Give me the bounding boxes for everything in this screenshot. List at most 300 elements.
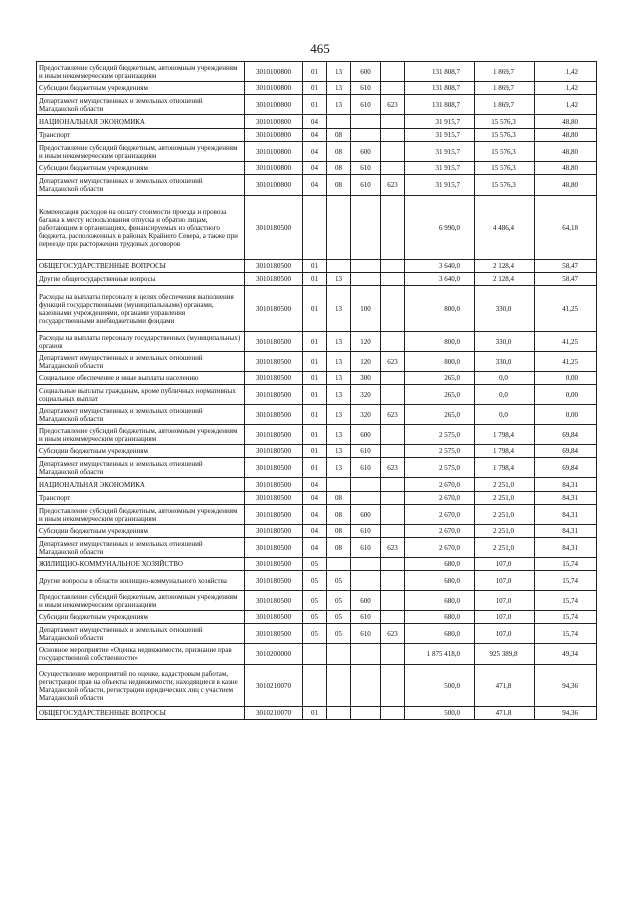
row-section: 01	[303, 405, 327, 425]
row-code: 3010180500	[245, 425, 303, 445]
row-fact: 2 251,0	[475, 478, 535, 492]
row-subsection: 13	[327, 405, 351, 425]
row-expense-type: 600	[351, 142, 381, 162]
row-section: 04	[303, 142, 327, 162]
row-section: 05	[303, 558, 327, 571]
row-fact: 15 576,3	[475, 162, 535, 175]
row-expense-type: 120	[351, 332, 381, 352]
row-percent: 69,84	[535, 425, 597, 445]
table-row	[37, 644, 597, 665]
row-name: Основное мероприятие «Оценка недвижимости, признание прав государственной собственности»	[37, 644, 245, 665]
row-section: 05	[303, 591, 327, 611]
row-expense-type	[351, 273, 381, 286]
row-section: 01	[303, 707, 327, 720]
table-row	[37, 372, 597, 385]
row-code: 3010180500	[245, 611, 303, 624]
row-plan: 2 670,0	[405, 525, 475, 538]
row-plan: 680,0	[405, 591, 475, 611]
row-plan: 800,0	[405, 352, 475, 372]
row-code: 3010180500	[245, 571, 303, 591]
row-percent: 15,74	[535, 558, 597, 571]
row-subsection: 13	[327, 352, 351, 372]
row-plan: 680,0	[405, 624, 475, 644]
row-plan: 1 875 418,0	[405, 644, 475, 665]
row-code: 3010100800	[245, 142, 303, 162]
row-plan: 2 575,0	[405, 425, 475, 445]
row-section: 05	[303, 624, 327, 644]
row-plan: 31 915,7	[405, 115, 475, 129]
row-fact: 1 869,7	[475, 95, 535, 115]
row-admin-code	[381, 82, 405, 95]
table-row	[37, 624, 597, 644]
row-fact: 471,8	[475, 665, 535, 707]
row-plan: 800,0	[405, 332, 475, 352]
row-percent: 0,00	[535, 385, 597, 405]
row-code: 3010180500	[245, 286, 303, 332]
row-expense-type: 610	[351, 162, 381, 175]
row-plan: 265,0	[405, 372, 475, 385]
table-row	[37, 538, 597, 558]
row-name: Субсидии бюджетным учреждениям	[37, 611, 245, 624]
row-admin-code: 623	[381, 538, 405, 558]
row-admin-code	[381, 558, 405, 571]
row-code: 3010100800	[245, 129, 303, 142]
row-percent: 48,80	[535, 162, 597, 175]
row-fact: 1 798,4	[475, 445, 535, 458]
row-subsection: 13	[327, 332, 351, 352]
row-plan: 680,0	[405, 571, 475, 591]
row-percent: 84,31	[535, 478, 597, 492]
table-row	[37, 591, 597, 611]
row-admin-code	[381, 115, 405, 129]
row-plan: 31 915,7	[405, 142, 475, 162]
row-code: 3010180500	[245, 558, 303, 571]
row-admin-code	[381, 611, 405, 624]
row-subsection: 13	[327, 385, 351, 405]
row-subsection	[327, 260, 351, 273]
row-section: 04	[303, 129, 327, 142]
table-row	[37, 505, 597, 525]
row-code: 3010180500	[245, 405, 303, 425]
row-name: Предоставление субсидий бюджетным, автономным учреждениям и иным некоммерческим организациям	[37, 142, 245, 162]
row-fact: 2 128,4	[475, 260, 535, 273]
row-section: 01	[303, 458, 327, 478]
row-name: ОБЩЕГОСУДАРСТВЕННЫЕ ВОПРОСЫ	[37, 260, 245, 273]
row-percent: 1,42	[535, 82, 597, 95]
row-fact: 471,8	[475, 707, 535, 720]
row-admin-code	[381, 62, 405, 82]
row-section: 04	[303, 492, 327, 505]
row-plan: 31 915,7	[405, 175, 475, 196]
row-admin-code	[381, 445, 405, 458]
row-subsection	[327, 478, 351, 492]
table-row	[37, 478, 597, 492]
row-name: ОБЩЕГОСУДАРСТВЕННЫЕ ВОПРОСЫ	[37, 707, 245, 720]
row-code: 3010180500	[245, 372, 303, 385]
row-admin-code	[381, 505, 405, 525]
row-code: 3010180500	[245, 458, 303, 478]
row-fact: 0,0	[475, 372, 535, 385]
row-code: 3010180500	[245, 492, 303, 505]
row-section: 05	[303, 571, 327, 591]
row-code: 3010100800	[245, 162, 303, 175]
table-row	[37, 665, 597, 707]
row-section	[303, 665, 327, 707]
row-expense-type: 610	[351, 95, 381, 115]
row-admin-code	[381, 644, 405, 665]
row-name: Социальное обеспечение и иные выплаты населению	[37, 372, 245, 385]
row-plan: 500,0	[405, 665, 475, 707]
row-fact: 330,0	[475, 286, 535, 332]
row-percent: 15,74	[535, 624, 597, 644]
row-fact: 1 798,4	[475, 425, 535, 445]
row-plan: 131 808,7	[405, 62, 475, 82]
row-percent: 69,84	[535, 458, 597, 478]
row-fact: 107,0	[475, 571, 535, 591]
row-subsection: 13	[327, 273, 351, 286]
row-subsection: 13	[327, 445, 351, 458]
row-admin-code	[381, 162, 405, 175]
row-subsection: 13	[327, 286, 351, 332]
row-name: Другие общегосударственные вопросы	[37, 273, 245, 286]
row-subsection: 08	[327, 129, 351, 142]
row-plan: 265,0	[405, 385, 475, 405]
row-plan: 2 670,0	[405, 478, 475, 492]
row-section: 04	[303, 478, 327, 492]
row-admin-code	[381, 707, 405, 720]
row-plan: 3 640,0	[405, 273, 475, 286]
row-section: 01	[303, 372, 327, 385]
row-fact: 15 576,3	[475, 175, 535, 196]
row-code: 3010200000	[245, 644, 303, 665]
row-percent: 48,80	[535, 115, 597, 129]
row-code: 3010180500	[245, 445, 303, 458]
row-subsection	[327, 665, 351, 707]
row-percent: 84,31	[535, 538, 597, 558]
row-expense-type: 300	[351, 372, 381, 385]
row-subsection: 05	[327, 624, 351, 644]
row-admin-code	[381, 273, 405, 286]
table-row	[37, 445, 597, 458]
row-subsection: 13	[327, 372, 351, 385]
row-subsection	[327, 558, 351, 571]
table-row	[37, 458, 597, 478]
row-code: 3010180500	[245, 591, 303, 611]
row-admin-code	[381, 665, 405, 707]
row-fact: 1 869,7	[475, 82, 535, 95]
row-subsection: 05	[327, 571, 351, 591]
row-admin-code	[381, 425, 405, 445]
row-name: Субсидии бюджетным учреждениям	[37, 445, 245, 458]
row-plan: 6 990,0	[405, 196, 475, 260]
row-expense-type: 610	[351, 445, 381, 458]
row-fact: 2 251,0	[475, 505, 535, 525]
row-section: 01	[303, 352, 327, 372]
row-name: Транспорт	[37, 129, 245, 142]
row-name: Департамент имущественных и земельных отношений Магаданской области	[37, 175, 245, 196]
row-expense-type	[351, 492, 381, 505]
row-subsection: 13	[327, 95, 351, 115]
row-subsection: 08	[327, 492, 351, 505]
row-admin-code: 623	[381, 624, 405, 644]
row-expense-type: 600	[351, 425, 381, 445]
row-section: 04	[303, 162, 327, 175]
row-percent: 58,47	[535, 273, 597, 286]
row-expense-type	[351, 129, 381, 142]
row-plan: 31 915,7	[405, 129, 475, 142]
row-fact: 925 389,8	[475, 644, 535, 665]
row-section	[303, 644, 327, 665]
row-section: 04	[303, 505, 327, 525]
row-fact: 2 128,4	[475, 273, 535, 286]
row-plan: 680,0	[405, 558, 475, 571]
row-plan: 2 575,0	[405, 445, 475, 458]
row-fact: 1 798,4	[475, 458, 535, 478]
row-name: Департамент имущественных и земельных отношений Магаданской области	[37, 352, 245, 372]
row-name: НАЦИОНАЛЬНАЯ ЭКОНОМИКА	[37, 478, 245, 492]
row-code: 3010180500	[245, 478, 303, 492]
page-number: 465	[310, 41, 330, 56]
row-expense-type	[351, 644, 381, 665]
row-expense-type	[351, 558, 381, 571]
row-admin-code: 623	[381, 175, 405, 196]
row-section: 05	[303, 611, 327, 624]
row-name: Департамент имущественных и земельных отношений Магаданской области	[37, 538, 245, 558]
row-expense-type: 600	[351, 505, 381, 525]
row-subsection: 08	[327, 525, 351, 538]
row-code: 3010100800	[245, 82, 303, 95]
table-row	[37, 707, 597, 720]
row-percent: 84,31	[535, 525, 597, 538]
row-admin-code	[381, 286, 405, 332]
row-percent: 94,36	[535, 665, 597, 707]
row-code: 3010100800	[245, 95, 303, 115]
row-expense-type	[351, 707, 381, 720]
row-percent: 0,00	[535, 405, 597, 425]
row-fact: 107,0	[475, 624, 535, 644]
table-row	[37, 525, 597, 538]
row-name: Другие вопросы в области жилищно-коммунального хозяйства	[37, 571, 245, 591]
row-expense-type: 600	[351, 591, 381, 611]
row-section: 01	[303, 82, 327, 95]
row-expense-type	[351, 196, 381, 260]
row-code: 3010180500	[245, 332, 303, 352]
row-name: Департамент имущественных и земельных отношений Магаданской области	[37, 95, 245, 115]
row-name: Департамент имущественных и земельных отношений Магаданской области	[37, 458, 245, 478]
row-percent: 48,80	[535, 175, 597, 196]
table-row	[37, 260, 597, 273]
row-section: 04	[303, 538, 327, 558]
table-row	[37, 115, 597, 129]
row-expense-type: 610	[351, 525, 381, 538]
table-row	[37, 95, 597, 115]
table-row	[37, 162, 597, 175]
row-admin-code	[381, 332, 405, 352]
row-subsection: 13	[327, 62, 351, 82]
row-subsection: 13	[327, 82, 351, 95]
row-fact: 15 576,3	[475, 115, 535, 129]
row-section: 01	[303, 62, 327, 82]
row-section: 01	[303, 286, 327, 332]
row-fact: 2 251,0	[475, 492, 535, 505]
row-code: 3010210070	[245, 665, 303, 707]
row-code: 3010210070	[245, 707, 303, 720]
row-percent: 84,31	[535, 492, 597, 505]
row-admin-code	[381, 478, 405, 492]
row-percent: 48,80	[535, 129, 597, 142]
row-subsection: 08	[327, 538, 351, 558]
row-admin-code: 623	[381, 95, 405, 115]
row-name: Социальные выплаты гражданам, кроме публичных нормативных социальных выплат	[37, 385, 245, 405]
row-name: Субсидии бюджетным учреждениям	[37, 525, 245, 538]
row-name: НАЦИОНАЛЬНАЯ ЭКОНОМИКА	[37, 115, 245, 129]
row-plan: 2 670,0	[405, 538, 475, 558]
row-plan: 265,0	[405, 405, 475, 425]
row-percent: 0,00	[535, 372, 597, 385]
row-fact: 15 576,3	[475, 129, 535, 142]
row-subsection: 13	[327, 458, 351, 478]
row-expense-type	[351, 115, 381, 129]
row-section: 01	[303, 332, 327, 352]
row-name: Департамент имущественных и земельных отношений Магаданской области	[37, 405, 245, 425]
table-row	[37, 332, 597, 352]
row-expense-type: 120	[351, 352, 381, 372]
row-section: 01	[303, 273, 327, 286]
row-expense-type	[351, 571, 381, 591]
row-code: 3010100800	[245, 62, 303, 82]
row-plan: 2 670,0	[405, 492, 475, 505]
row-subsection: 08	[327, 175, 351, 196]
row-fact: 15 576,3	[475, 142, 535, 162]
row-percent: 41,25	[535, 352, 597, 372]
row-name: Предоставление субсидий бюджетным, автономным учреждениям и иным некоммерческим организациям	[37, 591, 245, 611]
row-plan: 131 808,7	[405, 82, 475, 95]
row-subsection	[327, 707, 351, 720]
row-percent: 94,36	[535, 707, 597, 720]
row-code: 3010180500	[245, 538, 303, 558]
row-admin-code	[381, 591, 405, 611]
row-fact: 107,0	[475, 611, 535, 624]
row-fact: 330,0	[475, 332, 535, 352]
row-admin-code	[381, 492, 405, 505]
row-expense-type: 320	[351, 405, 381, 425]
table-row	[37, 611, 597, 624]
row-expense-type: 610	[351, 458, 381, 478]
row-percent: 41,25	[535, 332, 597, 352]
row-fact: 107,0	[475, 558, 535, 571]
table-row	[37, 286, 597, 332]
row-expense-type: 320	[351, 385, 381, 405]
row-percent: 1,42	[535, 95, 597, 115]
row-code: 3010180500	[245, 273, 303, 286]
row-expense-type: 610	[351, 624, 381, 644]
row-expense-type	[351, 665, 381, 707]
row-section: 04	[303, 175, 327, 196]
table-row	[37, 273, 597, 286]
row-code: 3010180500	[245, 525, 303, 538]
row-section: 01	[303, 95, 327, 115]
row-code: 3010180500	[245, 624, 303, 644]
table-row	[37, 142, 597, 162]
row-name: Предоставление субсидий бюджетным, автономным учреждениям и иным некоммерческим организациям	[37, 62, 245, 82]
table-row	[37, 175, 597, 196]
row-name: Предоставление субсидий бюджетным, автономным учреждениям и иным некоммерческим организациям	[37, 505, 245, 525]
row-percent: 64,18	[535, 196, 597, 260]
row-name: Расходы на выплаты персоналу государственных (муниципальных) органов	[37, 332, 245, 352]
row-fact: 330,0	[475, 352, 535, 372]
row-admin-code	[381, 525, 405, 538]
row-plan: 2 575,0	[405, 458, 475, 478]
table-row	[37, 558, 597, 571]
row-percent: 41,25	[535, 286, 597, 332]
row-fact: 2 251,0	[475, 538, 535, 558]
row-percent: 69,84	[535, 445, 597, 458]
row-subsection: 08	[327, 505, 351, 525]
row-expense-type: 610	[351, 82, 381, 95]
row-subsection: 08	[327, 142, 351, 162]
row-fact: 4 486,4	[475, 196, 535, 260]
table-row	[37, 385, 597, 405]
row-section: 01	[303, 260, 327, 273]
table-row	[37, 492, 597, 505]
row-subsection: 08	[327, 162, 351, 175]
row-name: Транспорт	[37, 492, 245, 505]
row-percent: 15,74	[535, 611, 597, 624]
row-fact: 2 251,0	[475, 525, 535, 538]
row-admin-code: 623	[381, 405, 405, 425]
row-admin-code	[381, 571, 405, 591]
row-section: 04	[303, 525, 327, 538]
row-expense-type	[351, 260, 381, 273]
row-expense-type: 610	[351, 175, 381, 196]
row-code: 3010180500	[245, 505, 303, 525]
table-row	[37, 405, 597, 425]
table-row	[37, 352, 597, 372]
row-section: 04	[303, 115, 327, 129]
row-percent: 1,42	[535, 62, 597, 82]
table-row	[37, 196, 597, 260]
row-expense-type: 610	[351, 538, 381, 558]
row-code: 3010180500	[245, 385, 303, 405]
row-section	[303, 196, 327, 260]
row-plan: 31 915,7	[405, 162, 475, 175]
row-section: 01	[303, 385, 327, 405]
row-admin-code	[381, 129, 405, 142]
row-name: Субсидии бюджетным учреждениям	[37, 162, 245, 175]
row-admin-code	[381, 372, 405, 385]
row-percent: 58,47	[535, 260, 597, 273]
row-admin-code	[381, 196, 405, 260]
row-expense-type: 610	[351, 611, 381, 624]
row-fact: 0,0	[475, 385, 535, 405]
row-code: 3010180500	[245, 352, 303, 372]
row-code: 3010100800	[245, 115, 303, 129]
row-plan: 680,0	[405, 611, 475, 624]
row-percent: 48,80	[535, 142, 597, 162]
row-name: Компенсация расходов на оплату стоимости проезда и провоза багажа к месту использования отпуска и обратно лицам, работающим в организациях, финансируемых из областного бюджета, расположенных в районах Крайнего Севера, а также при переезде при расторжении трудовых договоров	[37, 196, 245, 260]
table-row	[37, 571, 597, 591]
row-code: 3010180500	[245, 196, 303, 260]
row-subsection	[327, 115, 351, 129]
row-admin-code: 623	[381, 458, 405, 478]
row-plan: 3 640,0	[405, 260, 475, 273]
table-row	[37, 425, 597, 445]
row-plan: 500,0	[405, 707, 475, 720]
row-percent: 15,74	[535, 571, 597, 591]
budget-table	[36, 61, 597, 720]
row-fact: 1 869,7	[475, 62, 535, 82]
row-subsection: 05	[327, 591, 351, 611]
